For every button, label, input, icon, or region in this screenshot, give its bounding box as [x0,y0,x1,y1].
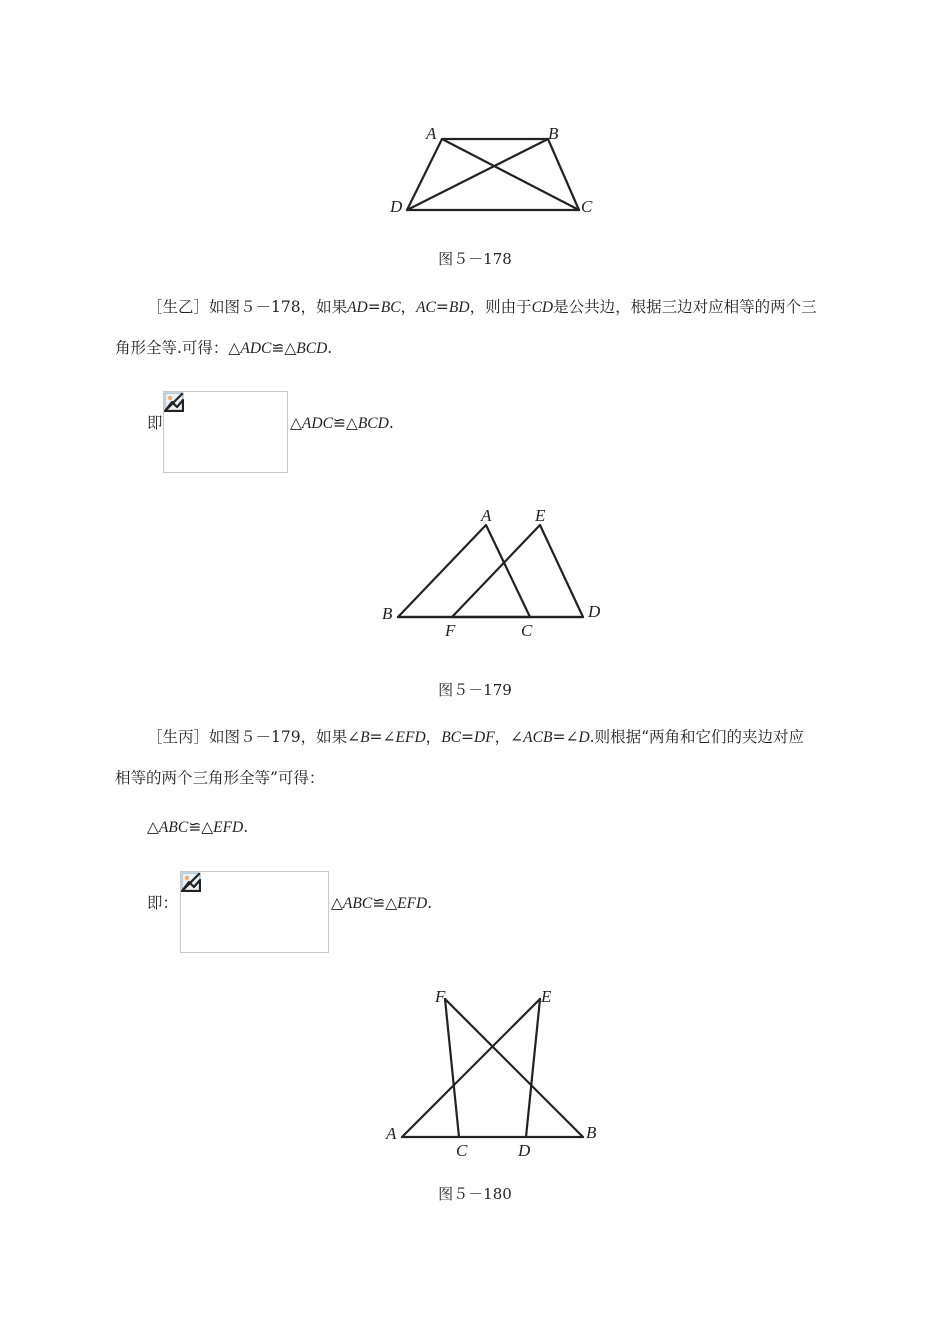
label-f: F [435,987,446,1006]
label-e: E [541,987,552,1006]
ji-label-2: 即： [147,894,179,912]
segment-fc [445,999,459,1137]
label-f: F [445,621,456,640]
segment-fb [445,999,583,1137]
text: ， [400,298,417,316]
text: . [388,414,394,432]
label-e: E [535,506,546,525]
label-c: C [581,197,593,216]
text: ，则由于 [469,298,532,316]
broken-image-icon [164,392,184,412]
math: EFD [395,729,426,746]
label-c: C [456,1141,468,1160]
label-a: A [386,1124,397,1143]
label-b: B [382,604,393,623]
trapezoid-abcd [407,139,579,210]
segment-ae [402,999,540,1137]
text: ， [425,728,442,746]
math: ABC [342,895,373,912]
text: ≌△ [372,894,398,912]
math: AC [416,299,436,316]
text: ［生乙］如图５－178，如果 [147,298,348,316]
math: D [578,729,590,746]
math: ACB [523,729,553,746]
text: ≌△ [271,339,297,357]
text: = [461,728,474,746]
label-b: B [586,1123,597,1142]
text: . [427,894,433,912]
math: BD [448,299,470,316]
label-a: A [481,506,492,525]
math: BCD [296,340,328,357]
text: 角形全等.可得：△ [115,339,241,357]
ji-statement-2 [331,890,432,917]
figure-caption-178: 图５－178 [438,250,512,268]
math: BC [380,299,401,316]
text: = [435,298,449,316]
text: =∠ [369,728,396,746]
text: = [367,298,381,316]
text: ≌△ [332,414,358,432]
text: △ [147,818,159,836]
broken-image-icon [181,872,201,892]
figure-5-179 [375,500,615,645]
ji-label-1: 即 [147,414,163,432]
text: ，∠ [494,728,524,746]
label-d: D [390,197,403,216]
label-d: D [588,602,601,621]
math: ADC [301,415,333,432]
label-d: D [518,1141,531,1160]
math: BCD [357,415,389,432]
figure-5-180 [380,980,610,1160]
segment-ed [526,999,540,1137]
missing-image-2 [180,871,329,953]
text: . [243,818,249,836]
math: ADC [240,340,272,357]
congruence-statement [147,814,248,841]
text: 是公共边，根据三边对应相等的两个三 [553,298,817,316]
math: DF [474,729,495,746]
figure-caption-180: 图５－180 [438,1185,512,1203]
math: EFD [213,819,244,836]
text: 相等的两个三角形全等”可得： [115,769,325,787]
text: .则根据“两角和它们的夹边对应 [589,728,804,746]
paragraph-sheng-bing [115,724,845,791]
text: ≌△ [188,818,214,836]
math: EFD [397,895,428,912]
paragraph-sheng-yi [115,294,845,362]
text: △ [331,894,343,912]
math: BC [441,729,461,746]
text: ［生丙］如图５－179，如果∠ [147,728,361,746]
label-b: B [548,124,559,143]
text: =∠ [552,728,579,746]
ji-statement-1 [290,410,394,437]
figure-caption-179: 图５－179 [438,681,512,699]
math: CD [531,299,554,316]
missing-image-1 [163,391,288,473]
label-c: C [521,621,533,640]
math: AD [347,299,368,316]
text: △ [290,414,302,432]
math: ABC [158,819,189,836]
math: B [360,729,370,746]
label-a: A [426,124,437,143]
diagonal-bd [407,139,548,210]
text: . [327,339,333,357]
figure-5-178 [380,115,610,225]
diagonal-ac [442,139,579,210]
